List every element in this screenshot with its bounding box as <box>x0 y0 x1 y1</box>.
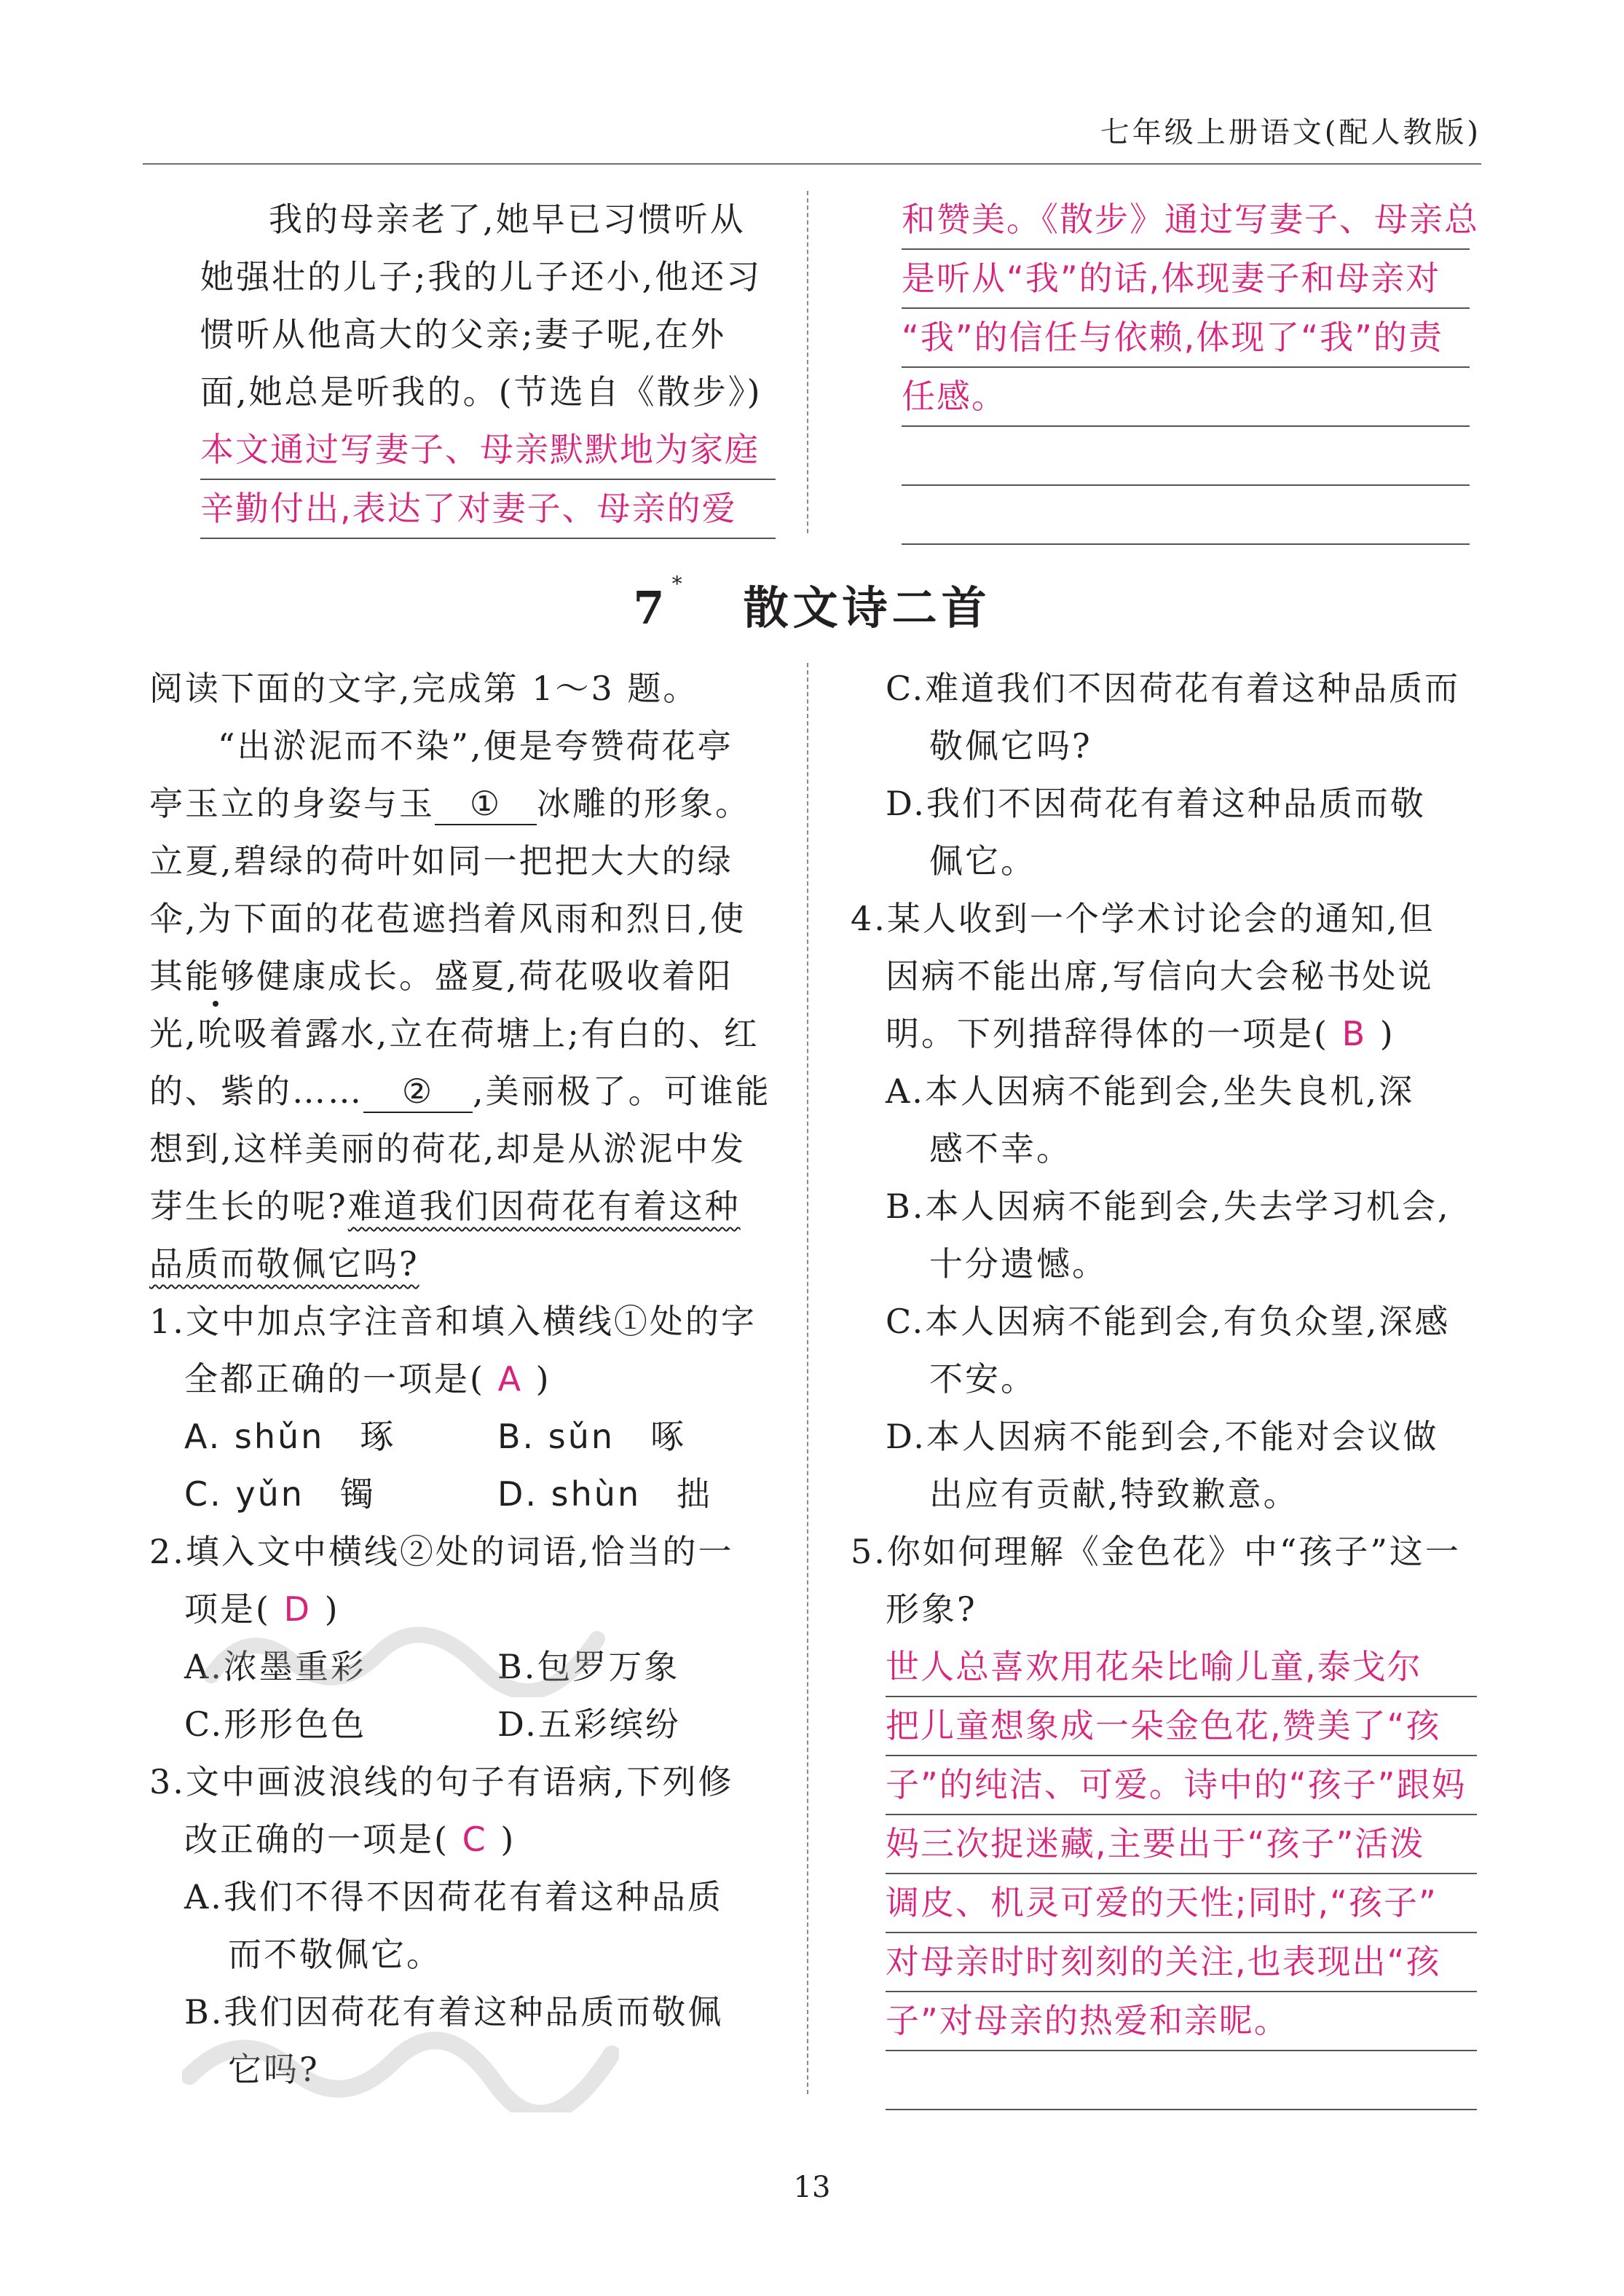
lesson-title <box>0 572 1624 637</box>
question-1: 1.文中加点字注音和填入横线①处的字 <box>149 1302 757 1341</box>
top-left-column <box>200 191 776 539</box>
lesson-number: 7 * <box>633 572 687 634</box>
question-3: 3.文中画波浪线的句子有语病,下列修 <box>149 1762 734 1801</box>
passage-line: 想到,这样美丽的荷花,却是从淤泥中发 <box>149 1129 746 1168</box>
answer-choice: C <box>462 1820 488 1859</box>
lesson-name: 散文诗二首 <box>743 581 991 634</box>
answer-line: 和赞美。《散步》通过写妻子、母亲总 <box>902 191 1470 250</box>
option-b: B.本人因病不能到会,失去学习机会, <box>886 1187 1451 1226</box>
question-4-line: 因病不能出席,写信向大会秘书处说 <box>886 956 1434 996</box>
option-b-cont: 它吗? <box>228 2050 320 2089</box>
question-1-prompt: 全都正确的一项是( A ) <box>184 1359 551 1399</box>
answer-choice: A <box>497 1359 524 1399</box>
running-header: 七年级上册语文(配人教版) <box>1100 116 1481 149</box>
empty-answer-line <box>902 486 1470 545</box>
answer-line: 世人总喜欢用花朵比喻儿童,泰戈尔 <box>886 1638 1477 1697</box>
reading-instruction: 阅读下面的文字,完成第 1～3 题。 <box>149 669 699 708</box>
passage-line: 其能够健康成长。盛夏,荷花吸收着阳 <box>149 956 733 996</box>
question-5-line: 形象? <box>886 1589 977 1629</box>
option-a-cont: 而不敬佩它。 <box>228 1935 442 1974</box>
passage-line: 伞,为下面的花苞遮挡着风雨和烈日,使 <box>149 899 746 938</box>
answer-line: 子”的纯洁、可爱。诗中的“孩子”跟妈 <box>886 1756 1477 1815</box>
left-column <box>149 660 783 2099</box>
passage-line: 惯听从他高大的父亲;妻子呢,在外 <box>200 315 727 354</box>
empty-answer-line <box>902 427 1470 486</box>
wavy-underlined-sentence: 难道我们因荷花有着这种 <box>347 1187 741 1226</box>
empty-answer-line <box>886 2051 1477 2110</box>
top-right-column <box>902 191 1479 545</box>
option-b-cont: 十分遗憾。 <box>929 1244 1108 1283</box>
passage-line: 亭玉立的身姿与玉 ① 冰雕的形象。 <box>149 775 783 833</box>
answer-line: 调皮、机灵可爱的天性;同时,“孩子” <box>886 1874 1477 1933</box>
page-number: 13 <box>793 2171 831 2204</box>
option-b: B.包罗万象 <box>497 1647 680 1686</box>
option-a: A.浓墨重彩 <box>184 1647 366 1686</box>
question-2: 2.填入文中横线②处的词语,恰当的一 <box>149 1532 734 1571</box>
question-5: 5.你如何理解《金色花》中“孩子”这一 <box>851 1532 1461 1571</box>
passage-line: 芽生长的呢?难道我们因荷花有着这种 <box>149 1187 741 1226</box>
question-5-answer <box>886 1638 1477 2110</box>
options-row <box>149 1466 783 1523</box>
question-4-prompt: 明。下列措辞得体的一项是( B ) <box>886 1014 1395 1053</box>
answer-line: 任感。 <box>902 368 1470 427</box>
option-a: A.本人因病不能到会,坐失良机,深 <box>886 1072 1415 1111</box>
wavy-underlined-sentence: 品质而敬佩它吗? <box>149 1244 419 1283</box>
question-2-prompt: 项是( D ) <box>184 1589 340 1629</box>
answer-line: 本文通过写妻子、母亲默默地为家庭 <box>200 421 776 480</box>
answer-line: 妈三次捉迷藏,主要出于“孩子”活泼 <box>886 1815 1477 1874</box>
answer-line: “我”的信任与依赖,体现了“我”的责 <box>902 309 1470 368</box>
option-b: B. sǔn 啄 <box>497 1417 687 1456</box>
answer-line: 是听从“我”的话,体现妻子和母亲对 <box>902 250 1470 309</box>
option-a: A. shǔn 琢 <box>184 1417 396 1456</box>
passage-line: “出淤泥而不染”,便是夸赞荷花亭 <box>218 726 733 766</box>
option-a: A.我们不得不因荷花有着这种品质 <box>184 1877 723 1916</box>
passage-line: 的、紫的…… ② ,美丽极了。可谁能 <box>149 1063 783 1120</box>
option-d-cont: 出应有贡献,特致歉意。 <box>929 1474 1299 1514</box>
option-c: C. yǔn 镯 <box>184 1474 376 1514</box>
passage-line <box>149 1235 783 1293</box>
options-row <box>149 1408 783 1466</box>
watermark-graphic <box>182 2018 619 2112</box>
question-4: 4.某人收到一个学术讨论会的通知,但 <box>851 899 1435 938</box>
passage-line: 她强壮的儿子;我的儿子还小,他还习 <box>200 257 762 296</box>
answer-line: 子”对母亲的热爱和亲昵。 <box>886 1992 1477 2051</box>
option-c-cont: 不安。 <box>929 1359 1036 1399</box>
column-divider-top <box>807 191 808 533</box>
dotted-character: 吮 <box>198 1005 234 1063</box>
option-c-cont: 敬佩它吗? <box>929 726 1092 766</box>
passage-line: 我的母亲老了,她早已习惯听从 <box>269 200 746 239</box>
blank-2: ② <box>363 1071 473 1113</box>
passage-line: 光,吮吸着露水,立在荷塘上;有白的、红 <box>149 1005 783 1063</box>
option-d: D. shùn 拙 <box>497 1474 713 1514</box>
answer-line: 对母亲时时刻刻的关注,也表现出“孩 <box>886 1933 1477 1992</box>
question-3-prompt: 改正确的一项是( C ) <box>184 1820 516 1859</box>
passage-line: 面,她总是听我的。(节选自《散步》) <box>200 372 762 412</box>
watermark-graphic <box>204 1610 612 1697</box>
right-column <box>851 660 1477 2110</box>
option-c: C.难道我们不因荷花有着这种品质而 <box>886 669 1461 708</box>
answer-line: 辛勤付出,表达了对妻子、母亲的爱 <box>200 480 776 539</box>
option-c: C.形形色色 <box>184 1705 367 1744</box>
answer-choice: B <box>1341 1014 1368 1053</box>
options-row <box>149 1696 783 1753</box>
answer-line: 把儿童想象成一朵金色花,赞美了“孩 <box>886 1697 1477 1756</box>
passage-line: 立夏,碧绿的荷叶如同一把把大大的绿 <box>149 841 733 881</box>
option-d: D.五彩缤纷 <box>497 1705 681 1744</box>
option-d: D.我们不因荷花有着这种品质而敬 <box>886 784 1426 823</box>
column-divider-main <box>807 663 808 2094</box>
option-a-cont: 感不幸。 <box>929 1129 1072 1168</box>
blank-1: ① <box>435 783 537 825</box>
answer-choice: D <box>283 1589 312 1629</box>
option-b: B.我们因荷花有着这种品质而敬佩 <box>184 1992 724 2032</box>
header-rule <box>143 163 1481 165</box>
option-c: C.本人因病不能到会,有负众望,深感 <box>886 1302 1451 1341</box>
option-d: D.本人因病不能到会,不能对会议做 <box>886 1417 1439 1456</box>
option-d-cont: 佩它。 <box>929 841 1036 881</box>
